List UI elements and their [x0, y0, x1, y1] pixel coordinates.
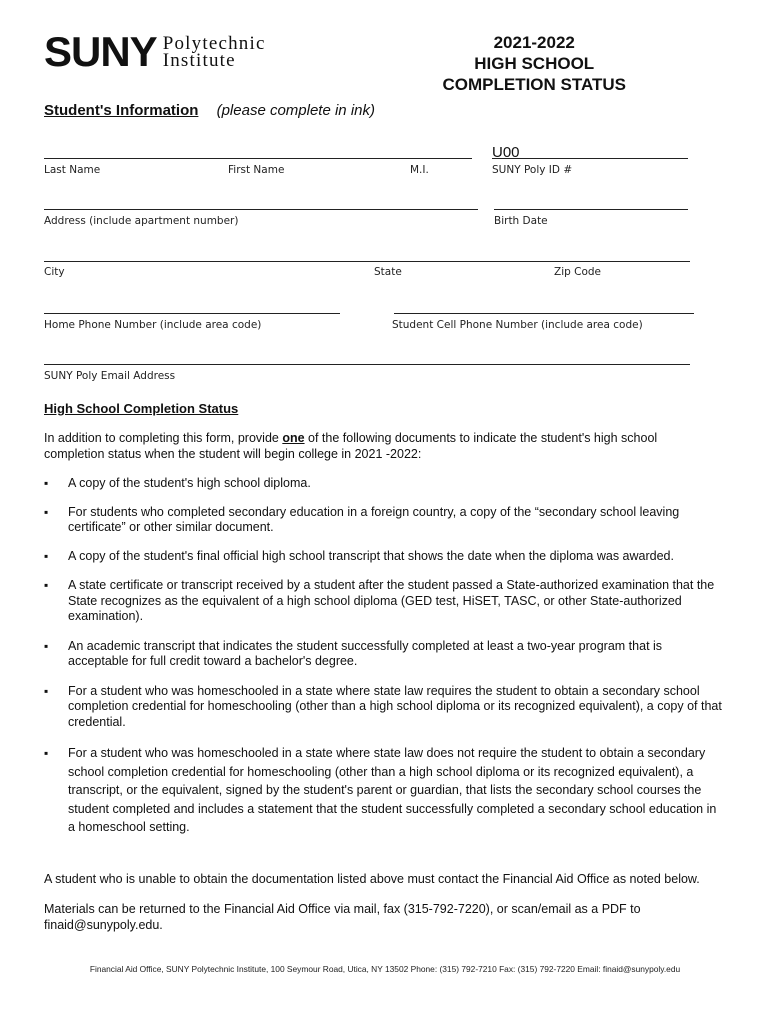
- first-name-label: First Name: [228, 164, 285, 176]
- birth-date-label: Birth Date: [494, 215, 548, 227]
- id-label: SUNY Poly ID #: [492, 164, 573, 176]
- list-item: ▪ An academic transcript that indicates the student successfully completed at least a two-year program that is acceptable for full credit toward a bachelor's degree.: [44, 639, 724, 670]
- student-info-heading: [44, 102, 375, 119]
- city-label: City: [44, 266, 65, 278]
- intro-emphasis: one: [282, 431, 305, 445]
- list-item: ▪ A copy of the student's high school diploma.: [44, 476, 724, 492]
- cell-phone-field-line[interactable]: [394, 313, 694, 314]
- completion-status-heading: High School Completion Status: [44, 401, 239, 416]
- suny-poly-logo: [44, 30, 266, 74]
- id-prefix: U00: [492, 144, 520, 161]
- home-phone-field-line[interactable]: [44, 313, 340, 314]
- student-info-note: (please complete in ink): [216, 102, 375, 119]
- form-title-line-2: HIGH SCHOOL: [474, 54, 595, 73]
- list-item: ▪ A copy of the student's final official high school transcript that shows the date when the diploma was awarded.: [44, 549, 724, 565]
- city-state-zip-field-line[interactable]: [44, 261, 690, 262]
- home-phone-label: Home Phone Number (include area code): [44, 319, 262, 331]
- logo-line-2: Institute: [162, 50, 236, 71]
- address-label: Address (include apartment number): [44, 215, 239, 227]
- form-title: [442, 32, 626, 95]
- name-field-line[interactable]: [44, 158, 472, 159]
- id-field-line[interactable]: [492, 158, 688, 159]
- logo-institute-name: [163, 35, 266, 69]
- student-info-title: Student's Information: [44, 102, 199, 119]
- logo-suny-wordmark: SUNY: [44, 28, 157, 75]
- list-item: ▪ For a student who was homeschooled in a state where state law does not require the student to obtain a secondary school completion credential for homeschooling (other than a high school diploma or its recognized equivalent), a transcript, or the equivalent, signed by the student's parent or guardian, that lists the secondary school courses the student completed and includes a statement that the student successfully completed a secondary school education in a homeschool setting.: [44, 744, 724, 837]
- state-label: State: [374, 266, 402, 278]
- address-field-line[interactable]: [44, 209, 478, 210]
- cell-phone-label: Student Cell Phone Number (include area code): [392, 319, 643, 331]
- list-item: ▪ A state certificate or transcript received by a student after the student passed a State-authorized examination that the State recognizes as the equivalent of a high school diploma (GED test, HiSET, TASC, or other State-authorized examination).: [44, 578, 724, 625]
- form-title-year: 2021-2022: [493, 33, 575, 52]
- footer-contact: Financial Aid Office, SUNY Polytechnic Institute, 100 Seymour Road, Utica, NY 13502 Phone: (315) 792-7210 Fax: (315) 792-7220 Email: finaid@sunypoly.edu: [89, 964, 681, 974]
- list-item: ▪ For a student who was homeschooled in a state where state law requires the student to obtain a secondary school completion credential for homeschooling (other than a high school diploma or its recognized equivalent), a copy of that credential.: [44, 684, 724, 731]
- form-title-line-3: COMPLETION STATUS: [442, 75, 626, 94]
- email-field-line[interactable]: [44, 364, 690, 365]
- logo-line-1: Polytechnic: [162, 33, 266, 54]
- last-name-label: Last Name: [44, 164, 101, 176]
- email-label: SUNY Poly Email Address: [44, 370, 176, 382]
- mi-label: M.I.: [410, 164, 429, 176]
- birth-date-field-line[interactable]: [494, 209, 688, 210]
- completion-intro: In addition to completing this form, provide one of the following documents to indicate the student's high school completion status when the student will begin college in 2021 -2022:: [44, 431, 658, 461]
- zip-label: Zip Code: [554, 266, 601, 278]
- return-instructions: Materials can be returned to the Financial Aid Office via mail, fax (315-792-7220), or scan/email as a PDF to finaid@sunypoly.edu.: [44, 902, 641, 932]
- closing-note: A student who is unable to obtain the documentation listed above must contact the Financial Aid Office as noted below.: [44, 872, 700, 886]
- list-item: ▪ For students who completed secondary education in a foreign country, a copy of the “secondary school leaving certificate” or other similar document.: [44, 505, 724, 536]
- document-options-list: [44, 476, 724, 837]
